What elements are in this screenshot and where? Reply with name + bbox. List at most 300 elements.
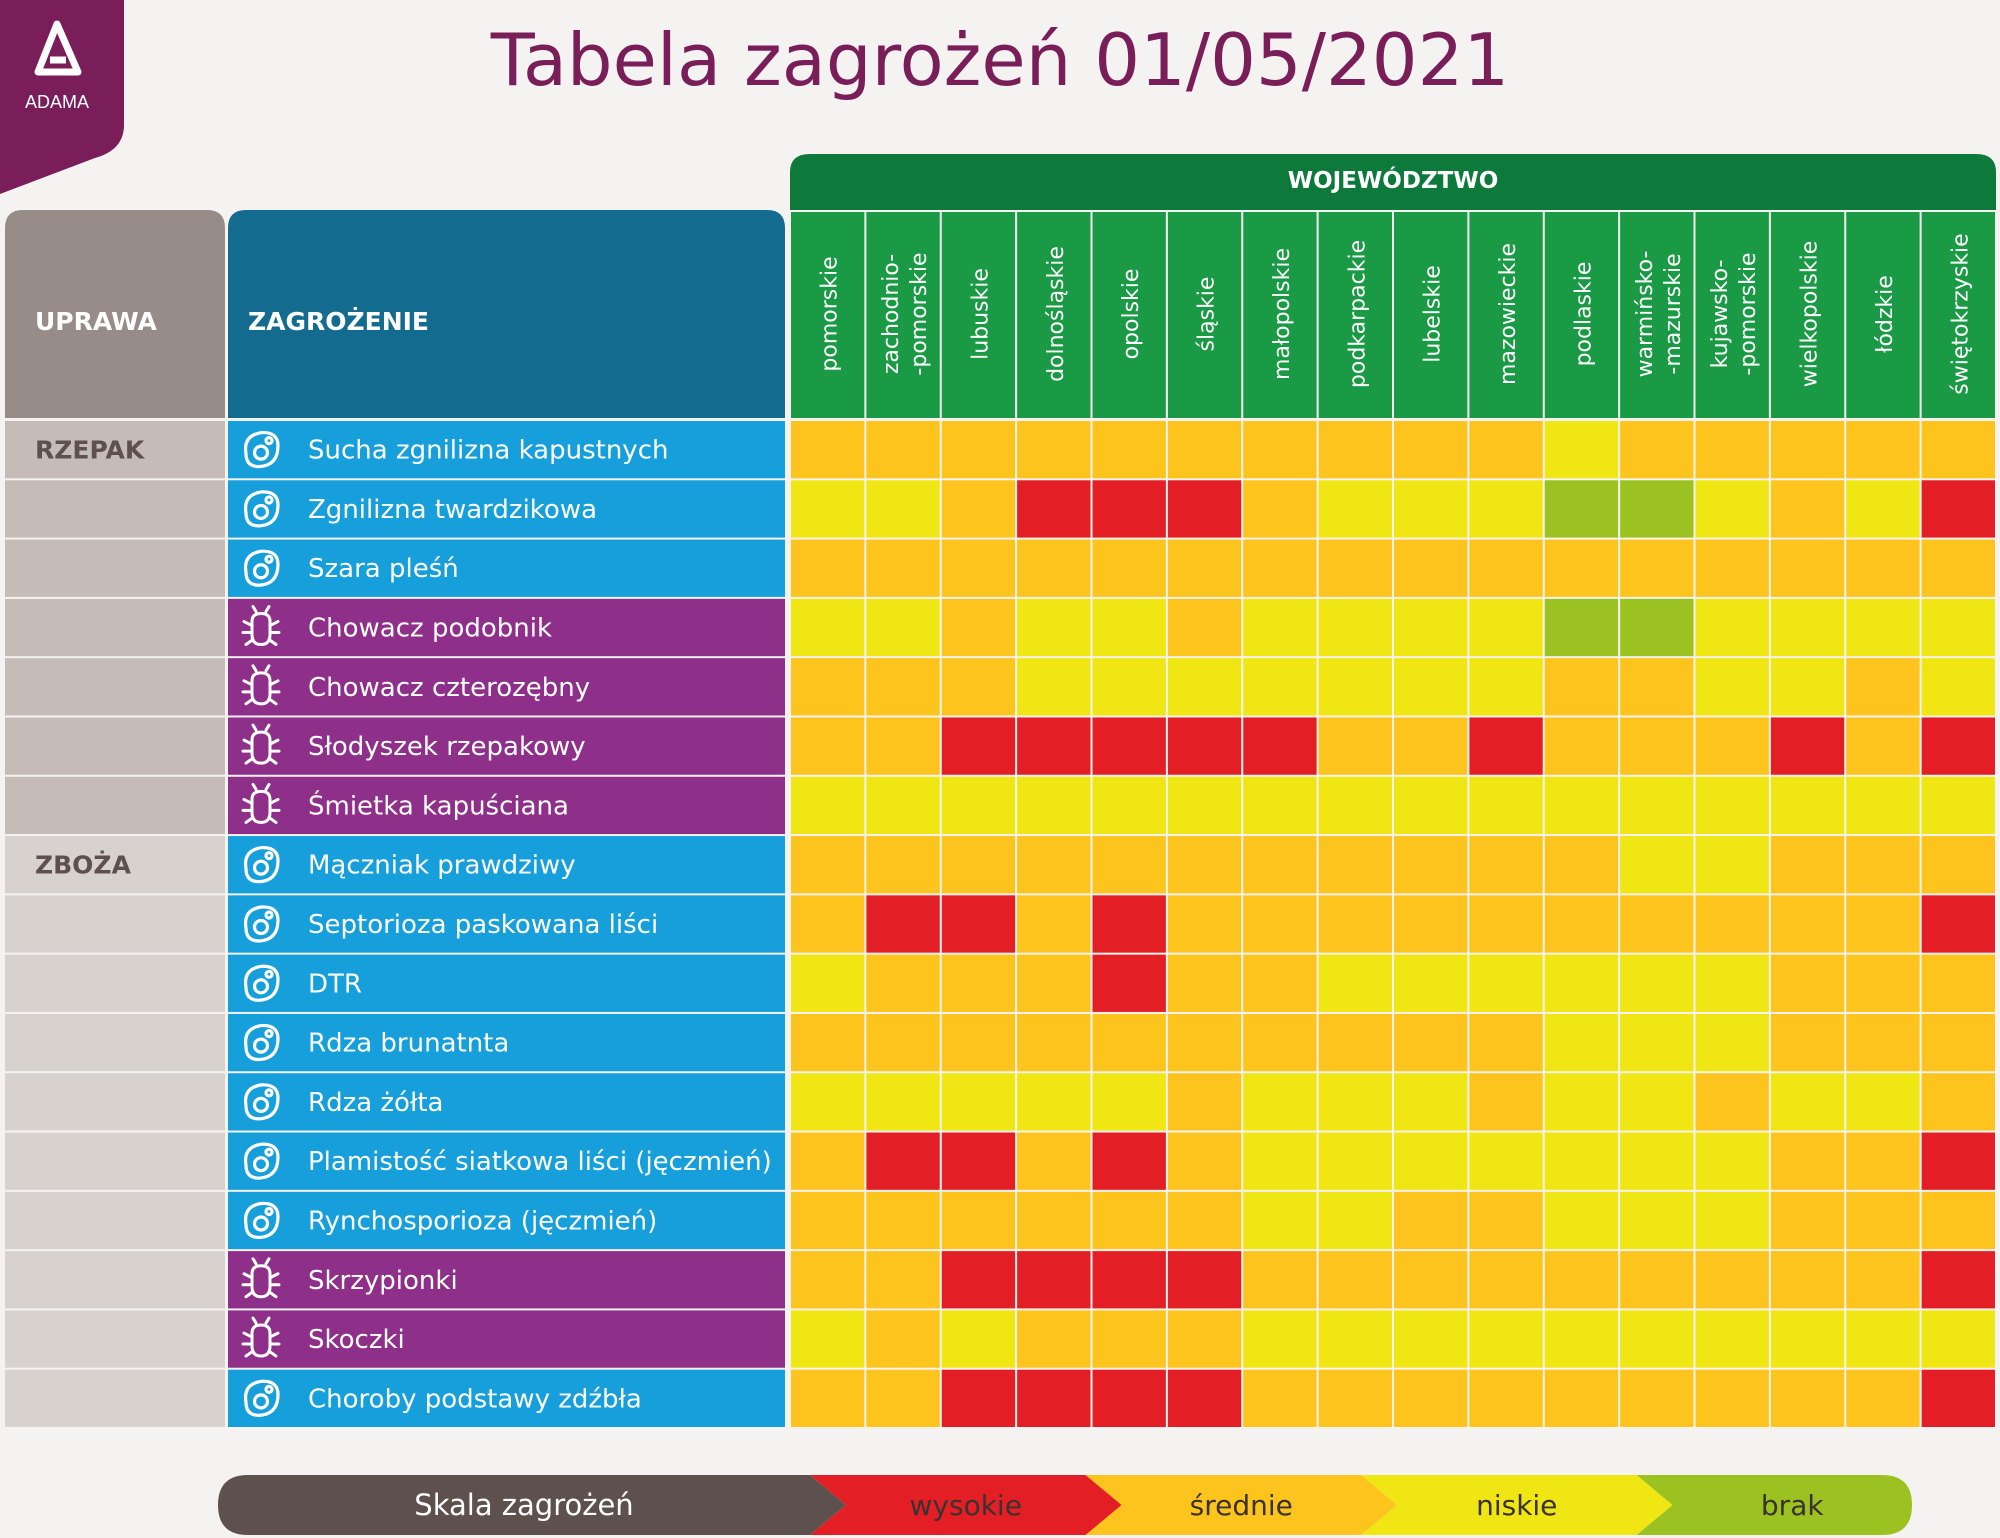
threat-level-cell [1696, 1192, 1769, 1249]
threat-level-cell [1545, 540, 1618, 597]
threat-level-cell [1469, 955, 1542, 1012]
threat-level-cell [1771, 777, 1844, 834]
threat-level-cell [1922, 540, 1995, 597]
threat-level-cell [791, 895, 864, 952]
threat-level-cell [1771, 1014, 1844, 1071]
threat-level-cell [1168, 1014, 1241, 1071]
threat-level-cell [1168, 540, 1241, 597]
threat-level-cell [1243, 480, 1316, 537]
threat-level-cell [1093, 717, 1166, 774]
threat-level-cell [1093, 777, 1166, 834]
threat-level-cell [1545, 599, 1618, 656]
legend-label-none: brak [1760, 1489, 1824, 1522]
threat-level-cell [1168, 1310, 1241, 1367]
threat-level-cell [1696, 1073, 1769, 1130]
province-name: śląskie [1194, 276, 1220, 352]
threat-level-cell [1093, 895, 1166, 952]
threat-level-cell [1771, 895, 1844, 952]
threat-level-cell [1545, 1192, 1618, 1249]
threat-level-cell [1846, 836, 1919, 893]
province-name: świętokrzyskie [1948, 233, 1974, 395]
threat-level-cell [1017, 1310, 1090, 1367]
crop-cell [5, 955, 225, 1012]
province-label [1798, 241, 1823, 388]
threat-level-cell [1243, 658, 1316, 715]
province-label [1948, 233, 1973, 394]
threat-level-cell [1846, 421, 1919, 478]
threat-level-cell [1620, 955, 1693, 1012]
threat-level-cell [1696, 599, 1769, 656]
threat-level-cell [791, 1310, 864, 1367]
threat-level-cell [1846, 1370, 1919, 1427]
threat-level-cell [1017, 480, 1090, 537]
threat-name: Mączniak prawdziwy [308, 850, 576, 881]
province-name: małopolskie [1269, 247, 1295, 381]
threat-level-cell [1017, 1251, 1090, 1308]
threat-level-cell [1017, 717, 1090, 774]
threat-level-cell [1620, 1192, 1693, 1249]
threat-level-cell [1017, 658, 1090, 715]
threat-level-cell [866, 1073, 939, 1130]
province-label [1421, 265, 1446, 363]
threat-level-cell [1469, 836, 1542, 893]
threat-level-cell [1771, 658, 1844, 715]
threat-level-cell [942, 777, 1015, 834]
threat-name: Słodyszek rzepakowy [308, 732, 586, 763]
threat-level-cell [1696, 1133, 1769, 1190]
threat-level-cell [1922, 717, 1995, 774]
threat-level-cell [866, 895, 939, 952]
threat-name: Rynchosporioza (jęczmień) [308, 1206, 658, 1237]
threat-level-cell [866, 1251, 939, 1308]
threat-level-cell [1017, 1014, 1090, 1071]
crop-cell [5, 1073, 225, 1130]
threat-level-cell [1319, 777, 1392, 834]
threat-level-cell [1846, 1133, 1919, 1190]
threat-level-cell [791, 421, 864, 478]
threat-level-cell [942, 1133, 1015, 1190]
threat-level-cell [1168, 1192, 1241, 1249]
province-name: zachodnio- [879, 253, 905, 375]
crop-cell [5, 895, 225, 952]
province-name: mazowieckie [1496, 242, 1522, 386]
threat-level-cell [942, 480, 1015, 537]
threat-level-cell [1168, 658, 1241, 715]
threat-level-cell [866, 1014, 939, 1071]
crop-label: ZBOŻA [35, 850, 131, 880]
crop-cell [5, 1251, 225, 1308]
threat-level-cell [866, 1310, 939, 1367]
logo-text: ADAMA [24, 92, 90, 112]
province-name: łódzkie [1872, 275, 1898, 353]
threat-level-cell [1620, 421, 1693, 478]
threat-level-cell [1319, 1251, 1392, 1308]
threat-level-cell [1394, 895, 1467, 952]
threat-level-cell [942, 836, 1015, 893]
threat-level-cell [1469, 1251, 1542, 1308]
threat-level-cell [866, 1370, 939, 1427]
threat-level-cell [1319, 599, 1392, 656]
threat-name: Sucha zgnilizna kapustnych [308, 435, 669, 466]
threat-level-cell [1771, 480, 1844, 537]
threat-level-cell [1696, 480, 1769, 537]
threat-level-cell [1620, 1251, 1693, 1308]
threat-level-cell [1620, 540, 1693, 597]
threat-level-cell [1017, 1073, 1090, 1130]
threat-level-cell [1469, 1014, 1542, 1071]
province-name: lubuskie [968, 268, 994, 360]
threat-level-cell [1319, 1073, 1392, 1130]
threat-level-cell [1846, 895, 1919, 952]
threat-level-cell [1771, 1133, 1844, 1190]
threat-level-cell [1922, 1073, 1995, 1130]
threat-level-cell [1620, 599, 1693, 656]
crop-cell [5, 777, 225, 834]
threat-level-cell [866, 836, 939, 893]
threat-level-cell [1771, 1370, 1844, 1427]
threat-level-cell [1545, 777, 1618, 834]
threat-level-cell [1846, 480, 1919, 537]
threat-level-cell [1696, 540, 1769, 597]
legend-label-low: niskie [1476, 1489, 1558, 1522]
threat-level-cell [1394, 1370, 1467, 1427]
crop-cell [5, 480, 225, 537]
threat-scale-legend [0, 1460, 2000, 1538]
threat-level-cell [1469, 1073, 1542, 1130]
threat-level-cell [1922, 955, 1995, 1012]
threat-level-cell [1243, 895, 1316, 952]
threat-level-cell [1620, 1370, 1693, 1427]
province-name: podkarpackie [1345, 239, 1371, 389]
threat-level-cell [1319, 658, 1392, 715]
threat-level-cell [1771, 1251, 1844, 1308]
threat-level-cell [1545, 1310, 1618, 1367]
threat-level-cell [1469, 895, 1542, 952]
threat-level-cell [1168, 836, 1241, 893]
province-name: kujawsko- [1708, 259, 1734, 369]
threat-level-cell [1243, 717, 1316, 774]
threat-level-cell [1846, 955, 1919, 1012]
threat-level-cell [1696, 1014, 1769, 1071]
threat-level-cell [1093, 599, 1166, 656]
threat-level-cell [1771, 421, 1844, 478]
threat-level-cell [942, 1310, 1015, 1367]
threat-level-cell [1319, 421, 1392, 478]
province-name: wielkopolskie [1797, 240, 1823, 388]
crop-cell [5, 1370, 225, 1427]
province-name: pomorskie [817, 256, 843, 372]
threat-level-cell [1620, 1310, 1693, 1367]
threat-name: Szara pleśń [308, 554, 459, 585]
threat-level-cell [1545, 955, 1618, 1012]
threat-level-cell [1696, 836, 1769, 893]
crop-cell [5, 1133, 225, 1190]
threat-level-cell [1922, 658, 1995, 715]
province-label [1119, 269, 1144, 360]
threat-level-cell [1771, 1192, 1844, 1249]
threat-level-cell [1243, 777, 1316, 834]
threat-level-cell [1922, 1014, 1995, 1071]
threat-level-cell [1469, 599, 1542, 656]
threat-level-cell [1620, 658, 1693, 715]
threat-level-cell [1394, 1073, 1467, 1130]
threat-level-cell [1545, 658, 1618, 715]
threat-level-cell [866, 1133, 939, 1190]
threat-level-cell [1394, 658, 1467, 715]
threat-level-cell [1771, 540, 1844, 597]
legend-label-high: wysokie [909, 1489, 1022, 1522]
threat-level-cell [1319, 1310, 1392, 1367]
threat-level-cell [1620, 480, 1693, 537]
threat-level-cell [1922, 421, 1995, 478]
threat-level-cell [1696, 658, 1769, 715]
threat-level-cell [791, 1073, 864, 1130]
threat-level-cell [1620, 1014, 1693, 1071]
threat-level-cell [1922, 599, 1995, 656]
threat-level-cell [1846, 1073, 1919, 1130]
threat-level-cell [1243, 836, 1316, 893]
threat-level-cell [1545, 895, 1618, 952]
threat-level-cell [1469, 540, 1542, 597]
province-label [1195, 277, 1220, 352]
threat-level-cell [1093, 1310, 1166, 1367]
crop-cell [5, 1192, 225, 1249]
threat-level-cell [1243, 540, 1316, 597]
threat-level-cell [942, 421, 1015, 478]
threat-level-cell [942, 1192, 1015, 1249]
threat-level-cell [1168, 895, 1241, 952]
threat-level-cell [1168, 1133, 1241, 1190]
threat-level-cell [791, 1133, 864, 1190]
threat-level-cell [866, 1192, 939, 1249]
threat-level-cell [791, 1251, 864, 1308]
province-label [1873, 275, 1898, 353]
threat-name: Skrzypionki [308, 1265, 458, 1296]
threat-level-cell [1545, 1073, 1618, 1130]
threat-level-cell [1394, 777, 1467, 834]
threat-level-cell [942, 540, 1015, 597]
threat-level-cell [1846, 540, 1919, 597]
threat-level-cell [1243, 1192, 1316, 1249]
threat-level-cell [1545, 717, 1618, 774]
threat-level-cell [791, 836, 864, 893]
threat-level-cell [1319, 1370, 1392, 1427]
threat-level-cell [1545, 1133, 1618, 1190]
threat-name: Zgnilizna twardzikowa [308, 494, 598, 525]
threat-level-cell [1093, 421, 1166, 478]
threat-level-cell [1394, 540, 1467, 597]
threat-level-cell [1243, 1370, 1316, 1427]
threat-level-cell [1168, 599, 1241, 656]
threat-level-cell [1922, 1251, 1995, 1308]
threat-level-cell [1168, 421, 1241, 478]
threat-level-cell [1620, 777, 1693, 834]
threat-level-cell [791, 1370, 864, 1427]
threat-level-cell [866, 658, 939, 715]
threat-level-cell [1093, 658, 1166, 715]
threat-level-cell [791, 1014, 864, 1071]
threat-level-cell [1922, 777, 1995, 834]
threat-level-cell [791, 599, 864, 656]
province-label [1044, 246, 1069, 382]
threat-level-cell [1846, 599, 1919, 656]
threat-header-label: ZAGROŻENIE [248, 307, 430, 336]
threat-level-cell [1168, 717, 1241, 774]
threat-level-cell [1469, 1310, 1542, 1367]
crop-cell [5, 717, 225, 774]
threat-level-cell [1922, 836, 1995, 893]
threat-level-cell [791, 1192, 864, 1249]
threat-level-cell [1846, 1251, 1919, 1308]
threat-level-cell [1771, 717, 1844, 774]
threat-level-cell [1545, 421, 1618, 478]
threat-level-cell [1093, 1133, 1166, 1190]
threat-level-cell [1469, 480, 1542, 537]
threat-level-cell [791, 955, 864, 1012]
threat-level-cell [1846, 1310, 1919, 1367]
province-name: -pomorskie [1736, 252, 1762, 376]
threat-level-cell [1696, 895, 1769, 952]
threat-level-cell [1469, 1133, 1542, 1190]
threat-level-cell [1168, 1073, 1241, 1130]
province-label [1270, 248, 1295, 380]
threat-level-cell [1394, 836, 1467, 893]
province-name: lubelskie [1420, 265, 1446, 363]
threat-level-cell [942, 955, 1015, 1012]
threat-level-cell [1017, 1370, 1090, 1427]
threat-level-cell [791, 777, 864, 834]
threat-level-cell [1545, 1370, 1618, 1427]
region-header-label: WOJEWÓDZTWO [1287, 168, 1499, 194]
threat-level-cell [1017, 1133, 1090, 1190]
threat-name: Śmietka kapuściana [308, 791, 569, 822]
threat-level-cell [942, 1251, 1015, 1308]
threat-level-cell [1696, 777, 1769, 834]
threat-level-cell [1846, 1192, 1919, 1249]
threat-level-cell [1846, 1014, 1919, 1071]
threat-level-cell [1017, 777, 1090, 834]
threat-level-cell [1017, 421, 1090, 478]
province-name: -mazurskie [1660, 253, 1686, 375]
threat-level-cell [1922, 480, 1995, 537]
threat-level-cell [1319, 1192, 1392, 1249]
threat-level-cell [1771, 955, 1844, 1012]
threat-level-cell [791, 717, 864, 774]
threat-level-cell [866, 955, 939, 1012]
threat-level-cell [1394, 1192, 1467, 1249]
crop-cell [5, 599, 225, 656]
threat-level-cell [1319, 717, 1392, 774]
province-label [1571, 262, 1596, 367]
threat-level-cell [1469, 1192, 1542, 1249]
province-name: opolskie [1119, 268, 1145, 360]
threat-level-cell [1846, 658, 1919, 715]
province-label [1496, 243, 1521, 385]
threat-level-cell [1469, 421, 1542, 478]
threat-name: DTR [308, 969, 362, 1000]
threat-level-cell [1093, 480, 1166, 537]
legend-label-medium: średnie [1189, 1489, 1293, 1522]
threat-level-cell [1696, 1310, 1769, 1367]
threat-level-cell [1243, 1133, 1316, 1190]
threat-level-cell [1168, 1370, 1241, 1427]
threat-level-cell [1093, 1073, 1166, 1130]
threat-level-cell [1771, 599, 1844, 656]
threat-level-cell [1168, 1251, 1241, 1308]
threat-level-cell [1093, 836, 1166, 893]
threat-level-cell [1696, 421, 1769, 478]
threat-level-cell [1846, 777, 1919, 834]
province-label [818, 256, 843, 371]
threat-level-cell [1093, 1014, 1166, 1071]
threat-level-cell [1696, 717, 1769, 774]
threat-level-cell [1017, 1192, 1090, 1249]
province-label [968, 268, 993, 360]
threat-level-cell [1620, 1073, 1693, 1130]
threat-level-cell [1319, 895, 1392, 952]
threat-level-cell [1243, 599, 1316, 656]
threat-level-cell [1771, 836, 1844, 893]
threat-level-cell [942, 895, 1015, 952]
threat-level-cell [1620, 836, 1693, 893]
threat-level-cell [942, 1014, 1015, 1071]
threat-level-cell [1394, 1133, 1467, 1190]
threat-name: Rdza żółta [308, 1087, 444, 1118]
page-title: Tabela zagrożeń 01/05/2021 [490, 18, 1510, 102]
threat-level-cell [1243, 1014, 1316, 1071]
threat-level-cell [1620, 717, 1693, 774]
threat-level-cell [1771, 1073, 1844, 1130]
threat-level-cell [1093, 1192, 1166, 1249]
threat-level-cell [1922, 1370, 1995, 1427]
threat-level-cell [1243, 1310, 1316, 1367]
province-name: warmińsko- [1632, 250, 1658, 378]
threat-level-cell [1394, 1310, 1467, 1367]
threat-level-cell [1846, 717, 1919, 774]
threat-level-cell [1017, 599, 1090, 656]
threat-level-cell [1469, 1370, 1542, 1427]
threat-name: Septorioza paskowana liści [308, 910, 659, 940]
threat-level-cell [791, 540, 864, 597]
threat-level-cell [1922, 1192, 1995, 1249]
threat-level-cell [1922, 895, 1995, 952]
threat-level-cell [791, 658, 864, 715]
threat-level-cell [1243, 421, 1316, 478]
threat-level-cell [1771, 1310, 1844, 1367]
threat-name: Rdza brunatnta [308, 1028, 510, 1059]
threat-level-cell [1319, 1133, 1392, 1190]
threat-level-cell [1922, 1310, 1995, 1367]
threat-level-cell [1243, 1073, 1316, 1130]
threat-level-cell [866, 421, 939, 478]
threat-level-cell [866, 777, 939, 834]
threat-name: Plamistość siatkowa liści (jęczmień) [308, 1147, 772, 1178]
threat-level-cell [942, 599, 1015, 656]
threat-level-cell [1319, 836, 1392, 893]
crop-label: RZEPAK [35, 435, 145, 465]
threat-level-cell [866, 599, 939, 656]
threat-name: Chowacz czterozębny [308, 672, 591, 703]
threat-level-cell [1545, 1014, 1618, 1071]
province-name: -pomorskie [907, 252, 933, 376]
province-name: podlaskie [1571, 261, 1597, 367]
threat-level-cell [1469, 717, 1542, 774]
crop-cell [5, 1014, 225, 1071]
threat-level-cell [866, 717, 939, 774]
crop-cell [5, 1310, 225, 1367]
threat-level-cell [1620, 1133, 1693, 1190]
threat-level-cell [942, 717, 1015, 774]
